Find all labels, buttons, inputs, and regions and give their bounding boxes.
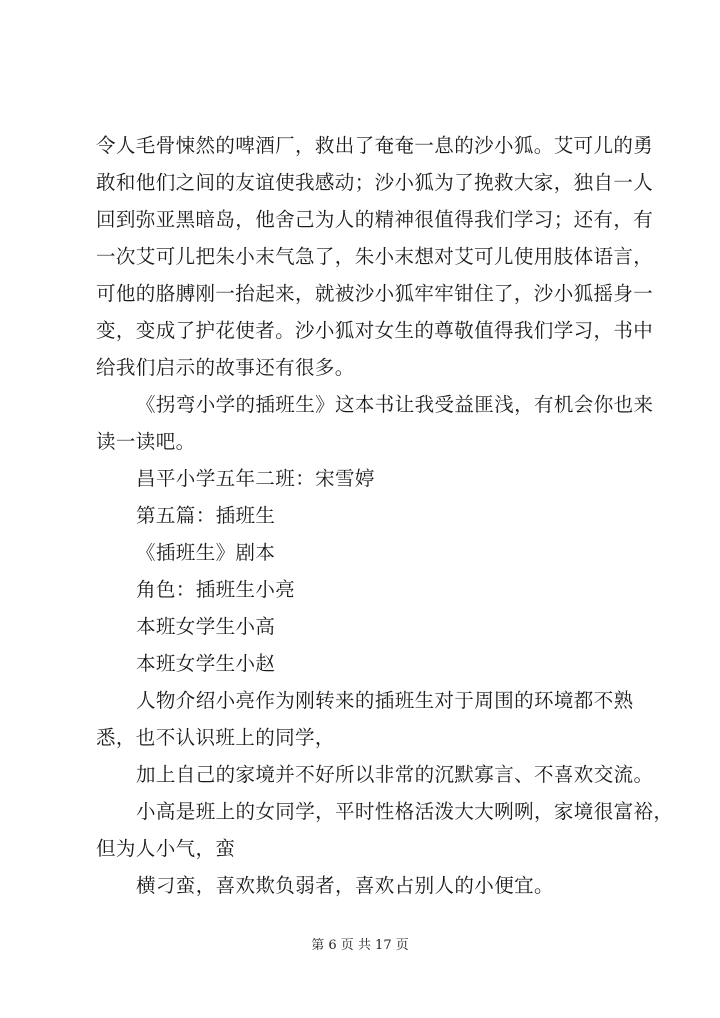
text-line: 角色：插班生小亮: [136, 578, 296, 601]
text-line: 第五篇：插班生: [136, 504, 276, 527]
text-line: 读一读吧。: [96, 430, 196, 453]
text-line: 横刁蛮，喜欢欺负弱者，喜欢占别人的小便宜。: [136, 874, 554, 897]
text-line: 敢和他们之间的友谊使我感动；沙小狐为了挽救大家，独自一人: [96, 171, 654, 194]
text-line: 可他的胳膊刚一抬起来，就被沙小狐牢牢钳住了，沙小狐摇身一: [96, 282, 654, 305]
text-line: 本班女学生小高: [136, 615, 276, 638]
page-footer: 第 6 页 共 17 页: [311, 938, 409, 953]
text-line: 本班女学生小赵: [136, 652, 276, 675]
text-line: 人物介绍小亮作为刚转来的插班生对于周围的环境都不熟: [136, 689, 634, 712]
text-line: 令人毛骨悚然的啤酒厂，救出了奄奄一息的沙小狐。艾可儿的勇: [96, 134, 654, 157]
text-line: 加上自己的家境并不好所以非常的沉默寡言、不喜欢交流。: [136, 763, 654, 786]
text-line: 昌平小学五年二班：宋雪婷: [136, 467, 375, 490]
text-line: 变，变成了护花使者。沙小狐对女生的尊敬值得我们学习，书中: [96, 319, 654, 342]
text-line: 悉，也不认识班上的同学，: [96, 726, 335, 749]
text-line: 《拐弯小学的插班生》这本书让我受益匪浅，有机会你也来: [136, 393, 654, 416]
text-line: 一次艾可儿把朱小末气急了，朱小末想对艾可儿使用肢体语言，: [96, 245, 654, 268]
text-line: 给我们启示的故事还有很多。: [96, 356, 355, 379]
text-line: 《插班生》剧本: [136, 541, 276, 564]
text-line: 回到弥亚黑暗岛，他舍己为人的精神很值得我们学习；还有，有: [96, 208, 654, 231]
text-line: 但为人小气，蛮: [96, 837, 236, 860]
text-line: 小高是班上的女同学，平时性格活泼大大咧咧，家境很富裕，: [136, 800, 674, 823]
